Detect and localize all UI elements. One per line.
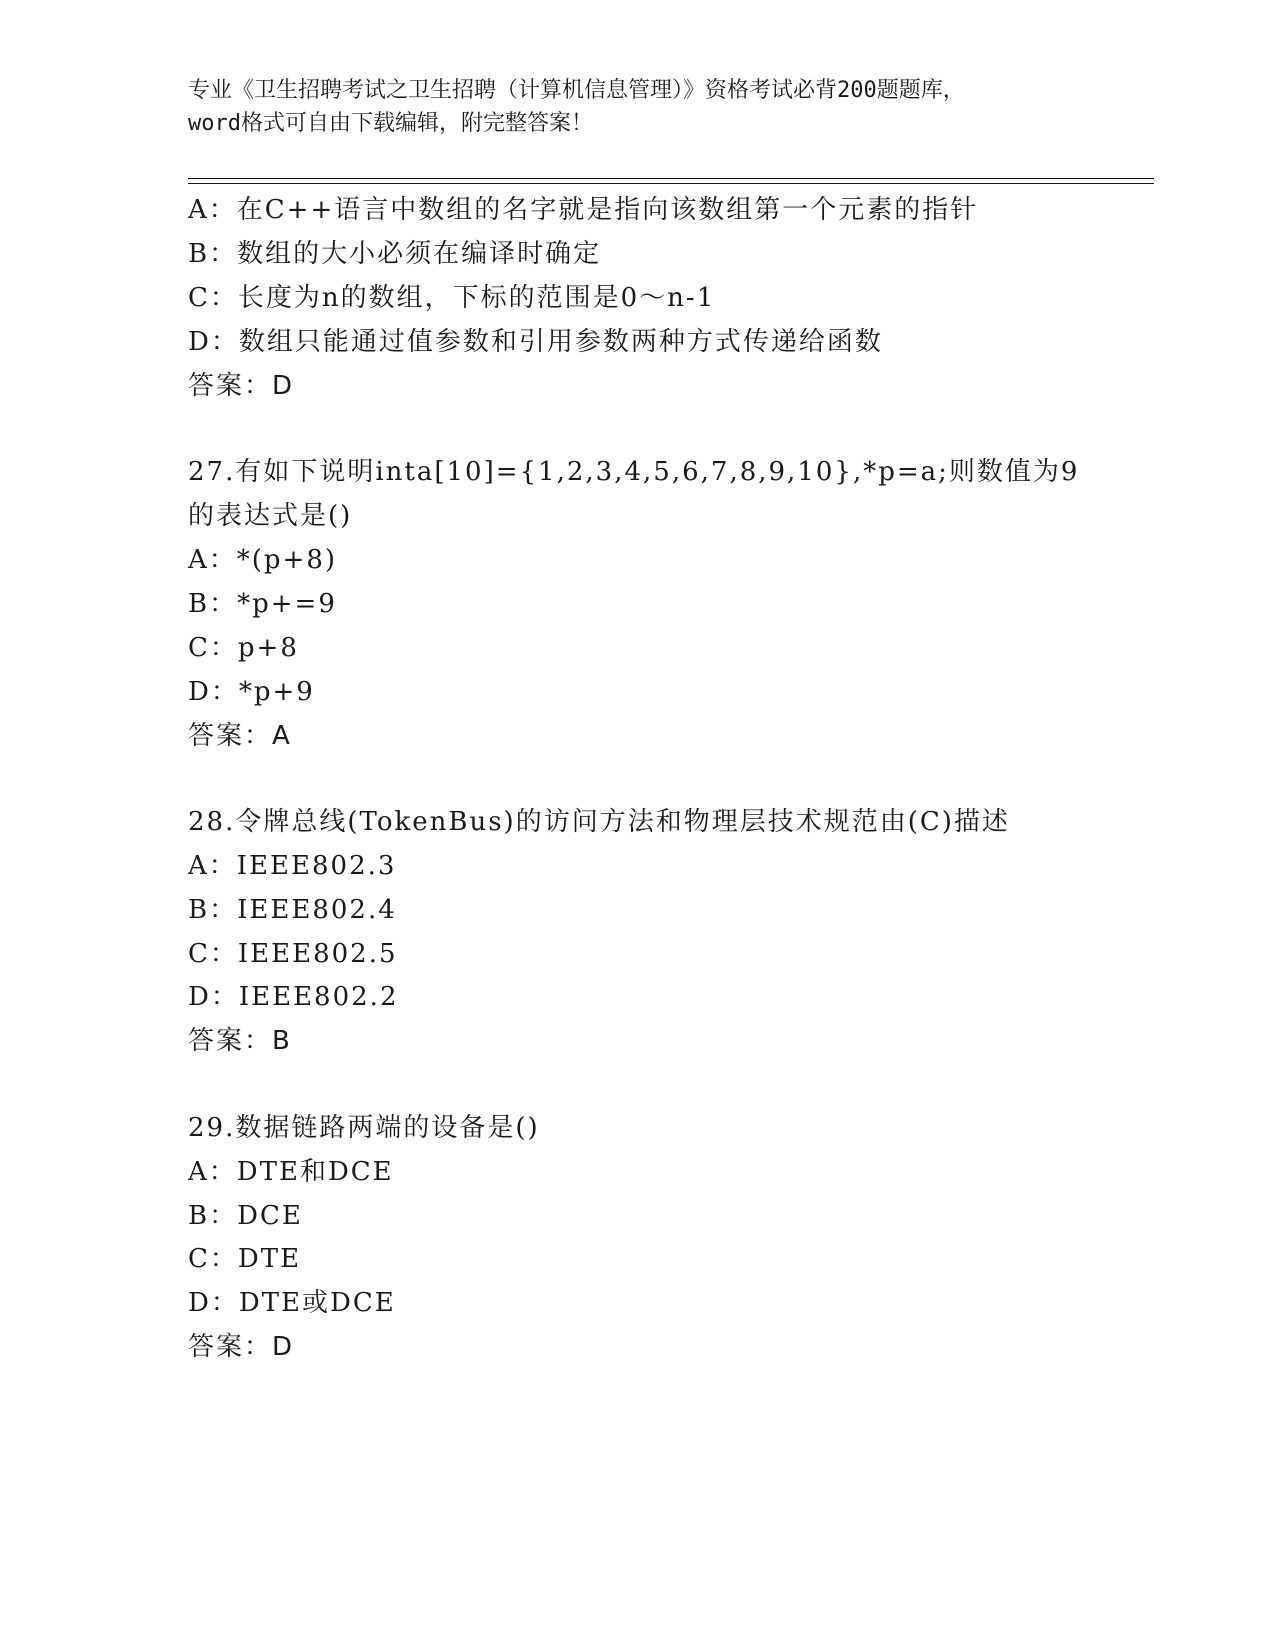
q28-option-c: C：IEEE802.5 [188,939,398,969]
q26-option-b: B：数组的大小必须在编译时确定 [188,239,602,269]
header-line-1: 专业《卫生招聘考试之卫生招聘（计算机信息管理）》资格考试必背200题题库， [188,78,965,103]
q29-stem: 29.数据链路两端的设备是() [188,1113,540,1143]
q28-option-a: A：IEEE802.3 [188,851,397,881]
q29-option-b: B：DCE [188,1201,303,1231]
q29-answer: 答案：D [188,1332,295,1362]
q27-stem-line-1: 27.有如下说明inta[10]={1,2,3,4,5,6,7,8,9,10},*p=a;则数值为9 [188,457,1080,487]
document-header [188,74,1088,140]
q28-stem: 28.令牌总线(TokenBus)的访问方法和物理层技术规范由(C)描述 [188,807,1010,837]
q27-option-b: B：*p+=9 [188,589,337,619]
q27-stem-line-2: 的表达式是() [188,501,353,531]
q28-option-d: D：IEEE802.2 [188,982,399,1012]
q29-option-d: D：DTE或DCE [188,1288,396,1318]
q29-option-a: A：DTE和DCE [188,1157,394,1187]
q27-option-a: A：*(p+8) [188,545,338,575]
q28-answer: 答案：B [188,1026,292,1056]
q29-option-c: C：DTE [188,1244,302,1274]
q27-answer: 答案：A [188,721,292,751]
header-rule-bottom [188,183,1154,184]
q26-option-d: D：数组只能通过值参数和引用参数两种方式传递给函数 [188,327,883,357]
q26-answer: 答案：D [188,371,295,401]
header-rule-top [188,178,1154,179]
header-line-2: word格式可自由下载编辑，附完整答案！ [188,111,593,136]
q28-option-b: B：IEEE802.4 [188,895,397,925]
q27-option-c: C：p+8 [188,633,299,663]
q27-option-d: D：*p+9 [188,677,315,707]
q26-option-a: A：在C++语言中数组的名字就是指向该数组第一个元素的指针 [188,195,979,225]
q26-option-c: C：长度为n的数组，下标的范围是0～n-1 [188,283,716,313]
